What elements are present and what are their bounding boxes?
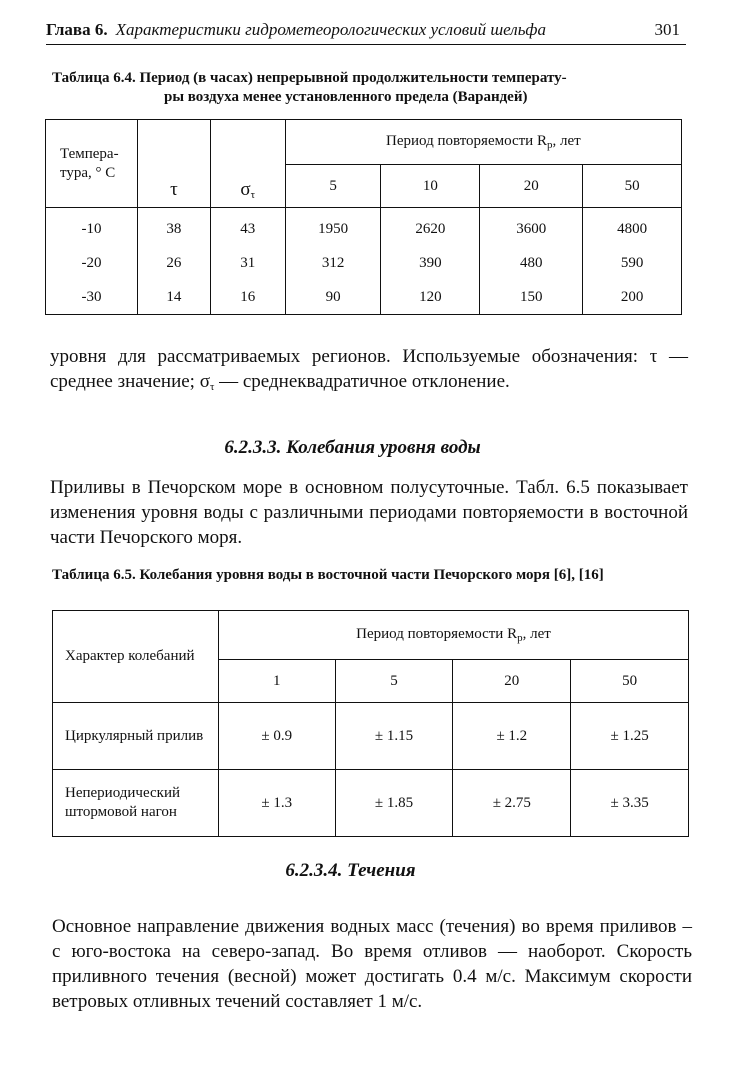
table-6-5-caption: Таблица 6.5. Колебания уровня воды в восточной части Печорского моря [6], [16] [52, 567, 604, 583]
running-head [46, 20, 686, 45]
period-unit: , лет [552, 133, 581, 149]
value-cell: 2620 [381, 208, 480, 247]
tau-cell: 14 [137, 280, 210, 315]
table-6-4 [45, 119, 682, 315]
value-cell: ± 0.9 [218, 703, 335, 770]
temp-cell: -30 [46, 280, 138, 315]
caption-line: ры воздуха менее установленного предела (Варандей) [164, 89, 528, 105]
period-column: 50 [571, 660, 689, 703]
table-row [53, 703, 689, 770]
table-row [46, 246, 682, 280]
paragraph-currents: Основное направление движения водных масс (течения) во время приливов – с юго-востока на северо-запад. Во время отливов — наоборот. Скорость приливного течения (весной) может достигать 0.4 м/с. Максимум скорости ветровых отливных течений составляет 1 м/с. [52, 916, 692, 1012]
chapter-title: Характеристики гидрометеорологических условий шельфа [115, 20, 547, 39]
period-column: 50 [583, 165, 682, 208]
period-subscript: р [546, 139, 553, 151]
section-heading: 6.2.3.3. Колебания уровня воды [224, 437, 481, 458]
table-row [46, 208, 682, 247]
period-header-text: Период повторяемости R [356, 626, 518, 642]
type-cell: Непериодический штормовой нагон [53, 770, 219, 837]
value-cell: ± 1.2 [453, 703, 571, 770]
value-cell: 3600 [480, 208, 583, 247]
section-heading: 6.2.3.4. Течения [285, 860, 416, 881]
value-cell: 390 [381, 246, 480, 280]
period-header [218, 611, 688, 660]
value-cell: ± 1.3 [218, 770, 335, 837]
header-text: Темпера-тура, ° C [60, 145, 119, 181]
value-cell: 312 [285, 246, 381, 280]
period-column: 10 [381, 165, 480, 208]
period-column: 1 [218, 660, 335, 703]
value-cell: 200 [583, 280, 682, 315]
sigma-cell: 43 [210, 208, 285, 247]
sigma-symbol: σ [240, 179, 251, 200]
sigma-subscript: τ [250, 189, 256, 201]
chapter-label: Глава 6. [46, 20, 108, 39]
paragraph-tides: Приливы в Печорском море в основном полусуточные. Табл. 6.5 показывает изменения уровня воды с различными периодами повторяемости в восточной части Печорского моря. [50, 477, 688, 548]
table-row [46, 280, 682, 315]
period-column: 5 [285, 165, 381, 208]
paragraph-text: уровня для рассматриваемых регионов. Используемые обозначения: τ — среднее значение; σ [50, 346, 688, 392]
paragraph-notation [50, 344, 688, 400]
period-column: 5 [335, 660, 453, 703]
period-subscript: р [517, 632, 523, 644]
value-cell: ± 2.75 [453, 770, 571, 837]
value-cell: ± 1.85 [335, 770, 453, 837]
value-cell: 590 [583, 246, 682, 280]
column-header-type: Характер колебаний [53, 611, 219, 703]
sigma-cell: 16 [210, 280, 285, 315]
type-cell: Циркулярный прилив [53, 703, 219, 770]
value-cell: ± 3.35 [571, 770, 689, 837]
value-cell: 120 [381, 280, 480, 315]
table-row [53, 770, 689, 837]
value-cell: 480 [480, 246, 583, 280]
caption-line: Таблица 6.4. Период (в часах) непрерывной продолжительности температу- [52, 70, 567, 86]
sigma-subscript: τ [209, 381, 215, 393]
tau-cell: 38 [137, 208, 210, 247]
value-cell: ± 1.15 [335, 703, 453, 770]
column-header-tau: τ [137, 120, 210, 208]
value-cell: 4800 [583, 208, 682, 247]
value-cell: ± 1.25 [571, 703, 689, 770]
paragraph-text: — среднеквадратичное отклонение. [214, 371, 510, 392]
column-header-temperature [46, 120, 138, 208]
period-unit: , лет [522, 626, 551, 642]
value-cell: 90 [285, 280, 381, 315]
period-header-text: Период повторяемости R [385, 133, 547, 149]
page-number: 301 [654, 20, 680, 39]
period-column: 20 [480, 165, 583, 208]
column-header-sigma [210, 120, 285, 208]
sigma-cell: 31 [210, 246, 285, 280]
value-cell: 1950 [285, 208, 381, 247]
temp-cell: -20 [46, 246, 138, 280]
table-6-5 [52, 610, 689, 837]
period-column: 20 [453, 660, 571, 703]
temp-cell: -10 [46, 208, 138, 247]
period-header [285, 120, 681, 165]
value-cell: 150 [480, 280, 583, 315]
tau-cell: 26 [137, 246, 210, 280]
table-6-4-caption [52, 69, 682, 107]
